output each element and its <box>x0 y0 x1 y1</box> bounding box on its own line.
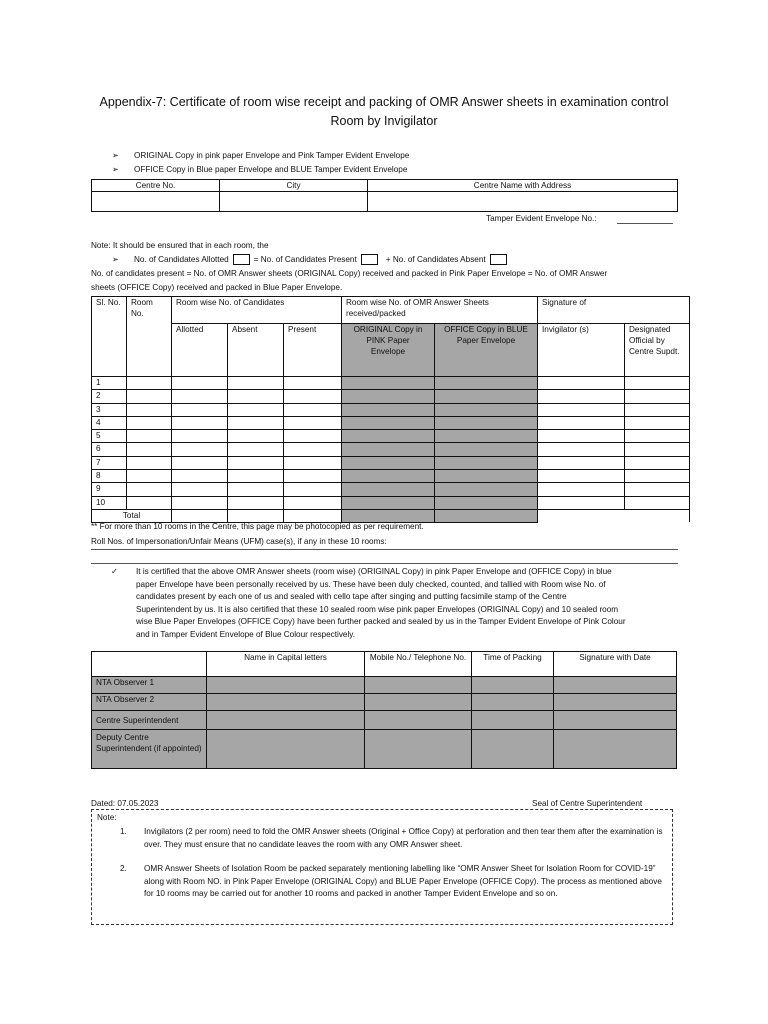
centre-no-header: Centre No. <box>92 180 220 192</box>
designated-official-header: Designated Official by Centre Supdt. <box>625 324 690 377</box>
certificate-text: It is certified that the above OMR Answer sheets (room wise) (ORIGINAL Copy) in pink Paper Envelope and (OFFICE Copy) in blue paper Envelope have been personally received by us. These have been duly checked, counted, and tallied with Room wise No. of candidates present by each one of us and sealed with cello tape after singing and putting facsimile stamp of the Centre Superintendent by us. It is also certified that these 10 sealed room wise pink paper Envelopes (ORIGINAL Copy) and 10 sealed room wise Blue Paper Envelopes (OFFICE Copy) have been further packed and sealed by us in the Tamper Evident Envelope of Pink Colour and in Tamper Evident Envelope of Blue Colour respectively. <box>136 567 626 639</box>
total-blank-1 <box>538 509 625 522</box>
present-cell[interactable] <box>284 456 342 469</box>
office-copy-cell[interactable] <box>435 483 538 496</box>
room-row <box>92 443 690 456</box>
office-copy-cell[interactable] <box>435 390 538 403</box>
room-table <box>91 296 690 523</box>
official-mobile[interactable] <box>365 730 472 769</box>
sl-no-cell: 5 <box>92 430 127 443</box>
seal-label: Seal of Centre Superintendent <box>532 799 643 808</box>
designated-sign-cell[interactable] <box>625 403 690 416</box>
omr-group-header: Room wise No. of OMR Answer Sheets received/packed <box>342 297 538 324</box>
invigilator-sign-cell[interactable] <box>538 483 625 496</box>
present-cell[interactable] <box>284 483 342 496</box>
present-header: Present <box>284 324 342 377</box>
official-label: Deputy Centre Superintendent (if appointed) <box>92 730 207 769</box>
sl-no-cell: 9 <box>92 483 127 496</box>
officials-blank-header <box>92 652 207 677</box>
tamper-label: Tamper Evident Envelope No.: <box>486 214 597 223</box>
office-copy-cell[interactable] <box>435 430 538 443</box>
absent-cell[interactable] <box>228 496 284 509</box>
allotted-cell[interactable] <box>172 456 228 469</box>
absent-cell[interactable] <box>228 403 284 416</box>
present-box[interactable] <box>361 254 378 265</box>
allotted-cell[interactable] <box>172 377 228 390</box>
sl-no-cell: 10 <box>92 496 127 509</box>
official-signature[interactable] <box>554 711 677 730</box>
note-item-number: 1. <box>120 827 127 836</box>
signature-group-header: Signature of <box>538 297 690 324</box>
designated-sign-cell[interactable] <box>625 416 690 429</box>
room-no-cell[interactable] <box>127 430 172 443</box>
total-label: Total <box>92 509 172 522</box>
original-copy-cell[interactable] <box>342 430 435 443</box>
title-line-2: Room by Invigilator <box>330 114 438 128</box>
present-cell[interactable] <box>284 470 342 483</box>
bottom-note-box <box>91 809 673 925</box>
present-cell[interactable] <box>284 496 342 509</box>
official-name[interactable] <box>207 711 365 730</box>
designated-sign-cell[interactable] <box>625 483 690 496</box>
original-copy-cell[interactable] <box>342 416 435 429</box>
invigilator-header: Invigilator (s) <box>538 324 625 377</box>
official-label: NTA Observer 2 <box>92 694 207 711</box>
absent-cell[interactable] <box>228 483 284 496</box>
designated-sign-cell[interactable] <box>625 470 690 483</box>
arrow-icon: ➢ <box>112 165 119 174</box>
designated-sign-cell[interactable] <box>625 443 690 456</box>
room-row <box>92 496 690 509</box>
absent-box[interactable] <box>490 254 507 265</box>
page-title <box>80 93 688 131</box>
room-no-header: Room No. <box>127 297 172 377</box>
note-intro: Note: It should be ensured that in each room, the <box>91 241 269 250</box>
allotted-header: Allotted <box>172 324 228 377</box>
office-copy-cell[interactable] <box>435 377 538 390</box>
official-name[interactable] <box>207 730 365 769</box>
room-row <box>92 456 690 469</box>
total-office[interactable] <box>435 509 538 522</box>
dated-text: Dated: 07.05.2023 <box>91 799 159 808</box>
absent-cell[interactable] <box>228 377 284 390</box>
footnote-ufm: Roll Nos. of Impersonation/Unfair Means (UFM) case(s), if any in these 10 rooms: <box>91 537 387 546</box>
official-signature[interactable] <box>554 677 677 694</box>
centre-name-field[interactable] <box>368 192 678 212</box>
official-time[interactable] <box>472 730 554 769</box>
title-line-1: Appendix-7: Certificate of room wise receipt and packing of OMR Answer sheets in examination control <box>99 95 669 109</box>
absent-cell[interactable] <box>228 470 284 483</box>
room-row <box>92 430 690 443</box>
room-no-cell[interactable] <box>127 456 172 469</box>
sl-no-cell: 3 <box>92 403 127 416</box>
bullet-original: ➢ ORIGINAL Copy in pink paper Envelope and Pink Tamper Evident Envelope <box>112 151 410 160</box>
allotted-cell[interactable] <box>172 443 228 456</box>
official-label: Centre Superintendent <box>92 711 207 730</box>
original-copy-cell[interactable] <box>342 390 435 403</box>
absent-cell[interactable] <box>228 416 284 429</box>
note-line-1: No. of candidates present = No. of OMR Answer sheets (ORIGINAL Copy) received and packed in Pink Paper Envelope = No. of OMR Answer <box>91 269 608 278</box>
sl-no-cell: 2 <box>92 390 127 403</box>
officials-table <box>91 651 677 769</box>
room-no-cell[interactable] <box>127 403 172 416</box>
official-mobile[interactable] <box>365 694 472 711</box>
name-header: Name in Capital letters <box>207 652 365 677</box>
mobile-header: Mobile No./ Telephone No. <box>365 652 472 677</box>
allotted-box[interactable] <box>233 254 250 265</box>
official-label: NTA Observer 1 <box>92 677 207 694</box>
official-mobile[interactable] <box>365 711 472 730</box>
arrow-icon: ➢ <box>112 255 119 264</box>
sl-no-cell: 4 <box>92 416 127 429</box>
present-cell[interactable] <box>284 443 342 456</box>
room-no-cell[interactable] <box>127 443 172 456</box>
original-copy-header: ORIGINAL Copy in PINK Paper Envelope <box>342 324 435 377</box>
room-row <box>92 403 690 416</box>
original-copy-cell[interactable] <box>342 456 435 469</box>
room-no-cell[interactable] <box>127 390 172 403</box>
office-copy-cell[interactable] <box>435 496 538 509</box>
check-icon: ✓ <box>111 567 118 576</box>
office-copy-cell[interactable] <box>435 443 538 456</box>
footnote-photocopy: ** For more than 10 rooms in the Centre, this page may be photocopied as per requirement. <box>91 522 424 531</box>
original-copy-cell[interactable] <box>342 496 435 509</box>
room-row <box>92 483 690 496</box>
allotted-cell[interactable] <box>172 483 228 496</box>
allotted-cell[interactable] <box>172 403 228 416</box>
present-cell[interactable] <box>284 416 342 429</box>
official-name[interactable] <box>207 677 365 694</box>
invigilator-sign-cell[interactable] <box>538 443 625 456</box>
invigilator-sign-cell[interactable] <box>538 496 625 509</box>
office-copy-cell[interactable] <box>435 403 538 416</box>
candidates-group-header: Room wise No. of Candidates <box>172 297 342 324</box>
absent-cell[interactable] <box>228 390 284 403</box>
sl-no-cell: 6 <box>92 443 127 456</box>
sl-no-cell: 1 <box>92 377 127 390</box>
room-no-cell[interactable] <box>127 496 172 509</box>
office-copy-cell[interactable] <box>435 470 538 483</box>
room-no-cell[interactable] <box>127 377 172 390</box>
designated-sign-cell[interactable] <box>625 377 690 390</box>
official-time[interactable] <box>472 711 554 730</box>
invigilator-sign-cell[interactable] <box>538 390 625 403</box>
allotted-cell[interactable] <box>172 496 228 509</box>
official-signature[interactable] <box>554 730 677 769</box>
sl-no-header: Sl. No. <box>92 297 127 377</box>
present-cell[interactable] <box>284 403 342 416</box>
note-item-number: 2. <box>120 864 127 873</box>
original-copy-cell[interactable] <box>342 377 435 390</box>
invigilator-sign-cell[interactable] <box>538 416 625 429</box>
tamper-number-line[interactable] <box>617 223 673 224</box>
designated-sign-cell[interactable] <box>625 430 690 443</box>
allotted-cell[interactable] <box>172 390 228 403</box>
allotted-cell[interactable] <box>172 416 228 429</box>
room-row <box>92 416 690 429</box>
bullet-office: ➢ OFFICE Copy in Blue paper Envelope and BLUE Tamper Evident Envelope <box>112 165 408 174</box>
time-header: Time of Packing <box>472 652 554 677</box>
room-row <box>92 470 690 483</box>
room-no-cell[interactable] <box>127 470 172 483</box>
original-copy-cell[interactable] <box>342 403 435 416</box>
ufm-line[interactable] <box>91 549 678 550</box>
allotted-cell[interactable] <box>172 470 228 483</box>
room-no-cell[interactable] <box>127 416 172 429</box>
office-copy-cell[interactable] <box>435 456 538 469</box>
invigilator-sign-cell[interactable] <box>538 430 625 443</box>
invigilator-sign-cell[interactable] <box>538 470 625 483</box>
allotted-cell[interactable] <box>172 430 228 443</box>
note-line-2: sheets (OFFICE Copy) received and packed in Blue Paper Envelope. <box>91 283 343 292</box>
centre-no-field[interactable] <box>92 192 220 212</box>
original-copy-cell[interactable] <box>342 483 435 496</box>
total-blank-2 <box>625 509 690 522</box>
note-equation: ➢ No. of Candidates Allotted = No. of Candidates Present + No. of Candidates Absent <box>112 254 511 266</box>
absent-cell[interactable] <box>228 443 284 456</box>
office-copy-header: OFFICE Copy in BLUE Paper Envelope <box>435 324 538 377</box>
sl-no-cell: 8 <box>92 470 127 483</box>
signature-header: Signature with Date <box>554 652 677 677</box>
absent-cell[interactable] <box>228 430 284 443</box>
city-field[interactable] <box>220 192 368 212</box>
official-mobile[interactable] <box>365 677 472 694</box>
original-copy-cell[interactable] <box>342 470 435 483</box>
room-row <box>92 377 690 390</box>
city-header: City <box>220 180 368 192</box>
room-row <box>92 390 690 403</box>
official-time[interactable] <box>472 677 554 694</box>
official-signature[interactable] <box>554 694 677 711</box>
arrow-icon: ➢ <box>112 151 119 160</box>
present-cell[interactable] <box>284 430 342 443</box>
sl-no-cell: 7 <box>92 456 127 469</box>
note-item-text: Invigilators (2 per room) need to fold the OMR Answer sheets (Original + Office Copy) at perforation and then tear them after the examination is over. They must ensure that no candidate leaves the room with any OMR Answer sheet. <box>144 827 663 849</box>
designated-sign-cell[interactable] <box>625 456 690 469</box>
designated-sign-cell[interactable] <box>625 496 690 509</box>
original-copy-cell[interactable] <box>342 443 435 456</box>
centre-table <box>91 179 678 212</box>
official-time[interactable] <box>472 694 554 711</box>
invigilator-sign-cell[interactable] <box>538 403 625 416</box>
centre-name-header: Centre Name with Address <box>368 180 678 192</box>
bottom-note-label: Note: <box>97 813 117 822</box>
invigilator-sign-cell[interactable] <box>538 377 625 390</box>
present-cell[interactable] <box>284 390 342 403</box>
room-no-cell[interactable] <box>127 483 172 496</box>
invigilator-sign-cell[interactable] <box>538 456 625 469</box>
designated-sign-cell[interactable] <box>625 390 690 403</box>
absent-cell[interactable] <box>228 456 284 469</box>
office-copy-cell[interactable] <box>435 416 538 429</box>
note-item-text: OMR Answer Sheets of Isolation Room be packed separately mentioning labelling like “OMR Answer Sheet for Isolation Room for COVID-19” along with Room NO. in Pink Paper Envelope (ORIGINAL Copy) and BLUE Paper Envelope (OFFICE Copy). The process as mentioned above for 10 rooms may be carried out for another 10 rooms and packed in another Tamper Evident Envelope and so on. <box>144 864 662 898</box>
ufm-line-2[interactable] <box>91 563 678 564</box>
official-name[interactable] <box>207 694 365 711</box>
present-cell[interactable] <box>284 377 342 390</box>
absent-header: Absent <box>228 324 284 377</box>
